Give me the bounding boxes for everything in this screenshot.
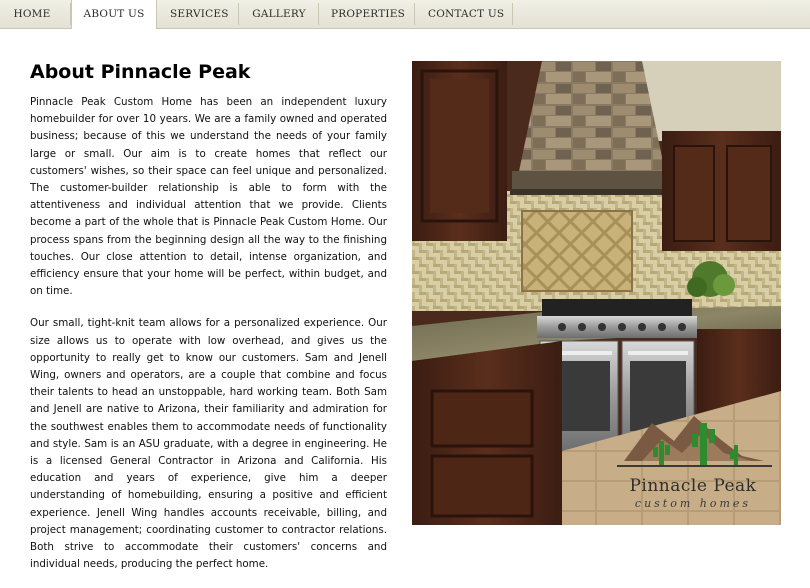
nav-item-properties[interactable]: PROPERTIES [331, 8, 406, 20]
nav-item-contact-us[interactable]: CONTACT US [428, 8, 505, 20]
nav-divider [318, 3, 319, 25]
nav-item-about-us[interactable]: ABOUT US [71, 0, 157, 29]
nav-divider [414, 3, 415, 25]
nav-divider [512, 3, 513, 25]
about-content [30, 94, 387, 588]
about-paragraph: Our small, tight-knit team allows for a personalized experience. Our size allows us to operate with low overhead, and gives us the opportunity to really get to know our customers. Sam and Jenell Wing, owners and operators, are a couple that combine and focus their talents to head an unstoppable, hard working team. Both Sam and Jenell are native to Arizona, their familiarity and admiration for the southwest enables them to accommodate needs of functionality and style. Sam is an ASU graduate, with a degree in engineering. He is a licensed General Contractor in Arizona and California. His education and years of experience, give him a deeper understanding of homebuilding, ensuring a positive and efficient experience. Jenell Wing handles accounts receivable, billing, and project management; coordinating customer to contractor relations. Both strive to accommodate their customers' concerns and individual needs, producing the perfect home. [30, 317, 387, 571]
nav-item-gallery[interactable]: GALLERY [252, 8, 306, 20]
main-navigation [0, 0, 810, 29]
page-title: About Pinnacle Peak [30, 61, 251, 83]
brand-logo-tagline: custom homes [634, 497, 752, 510]
nav-item-home[interactable]: HOME [13, 8, 51, 20]
kitchen-photo [412, 61, 781, 525]
nav-divider [238, 3, 239, 25]
nav-item-services[interactable]: SERVICES [170, 8, 229, 20]
brand-logo-name: Pinnacle Peak [629, 476, 757, 496]
about-paragraph: Pinnacle Peak Custom Home has been an independent luxury homebuilder for over 10 years. We are a family owned and operated business; because of this we understand the needs of your family large or small. Our aim is to create homes that reflect our customers' wishes, so their space can feel unique and personalized. The customer-builder relationship is able to form with the attentiveness and individual attention that we provide. Clients become a part of the whole that is Pinnacle Peak Custom Home. Our process spans from the beginning design all the way to the finishing touches. Our close attention to detail, intense organization, and efficiency ensure that your home will be perfect, within budget, and on time. [30, 96, 387, 298]
